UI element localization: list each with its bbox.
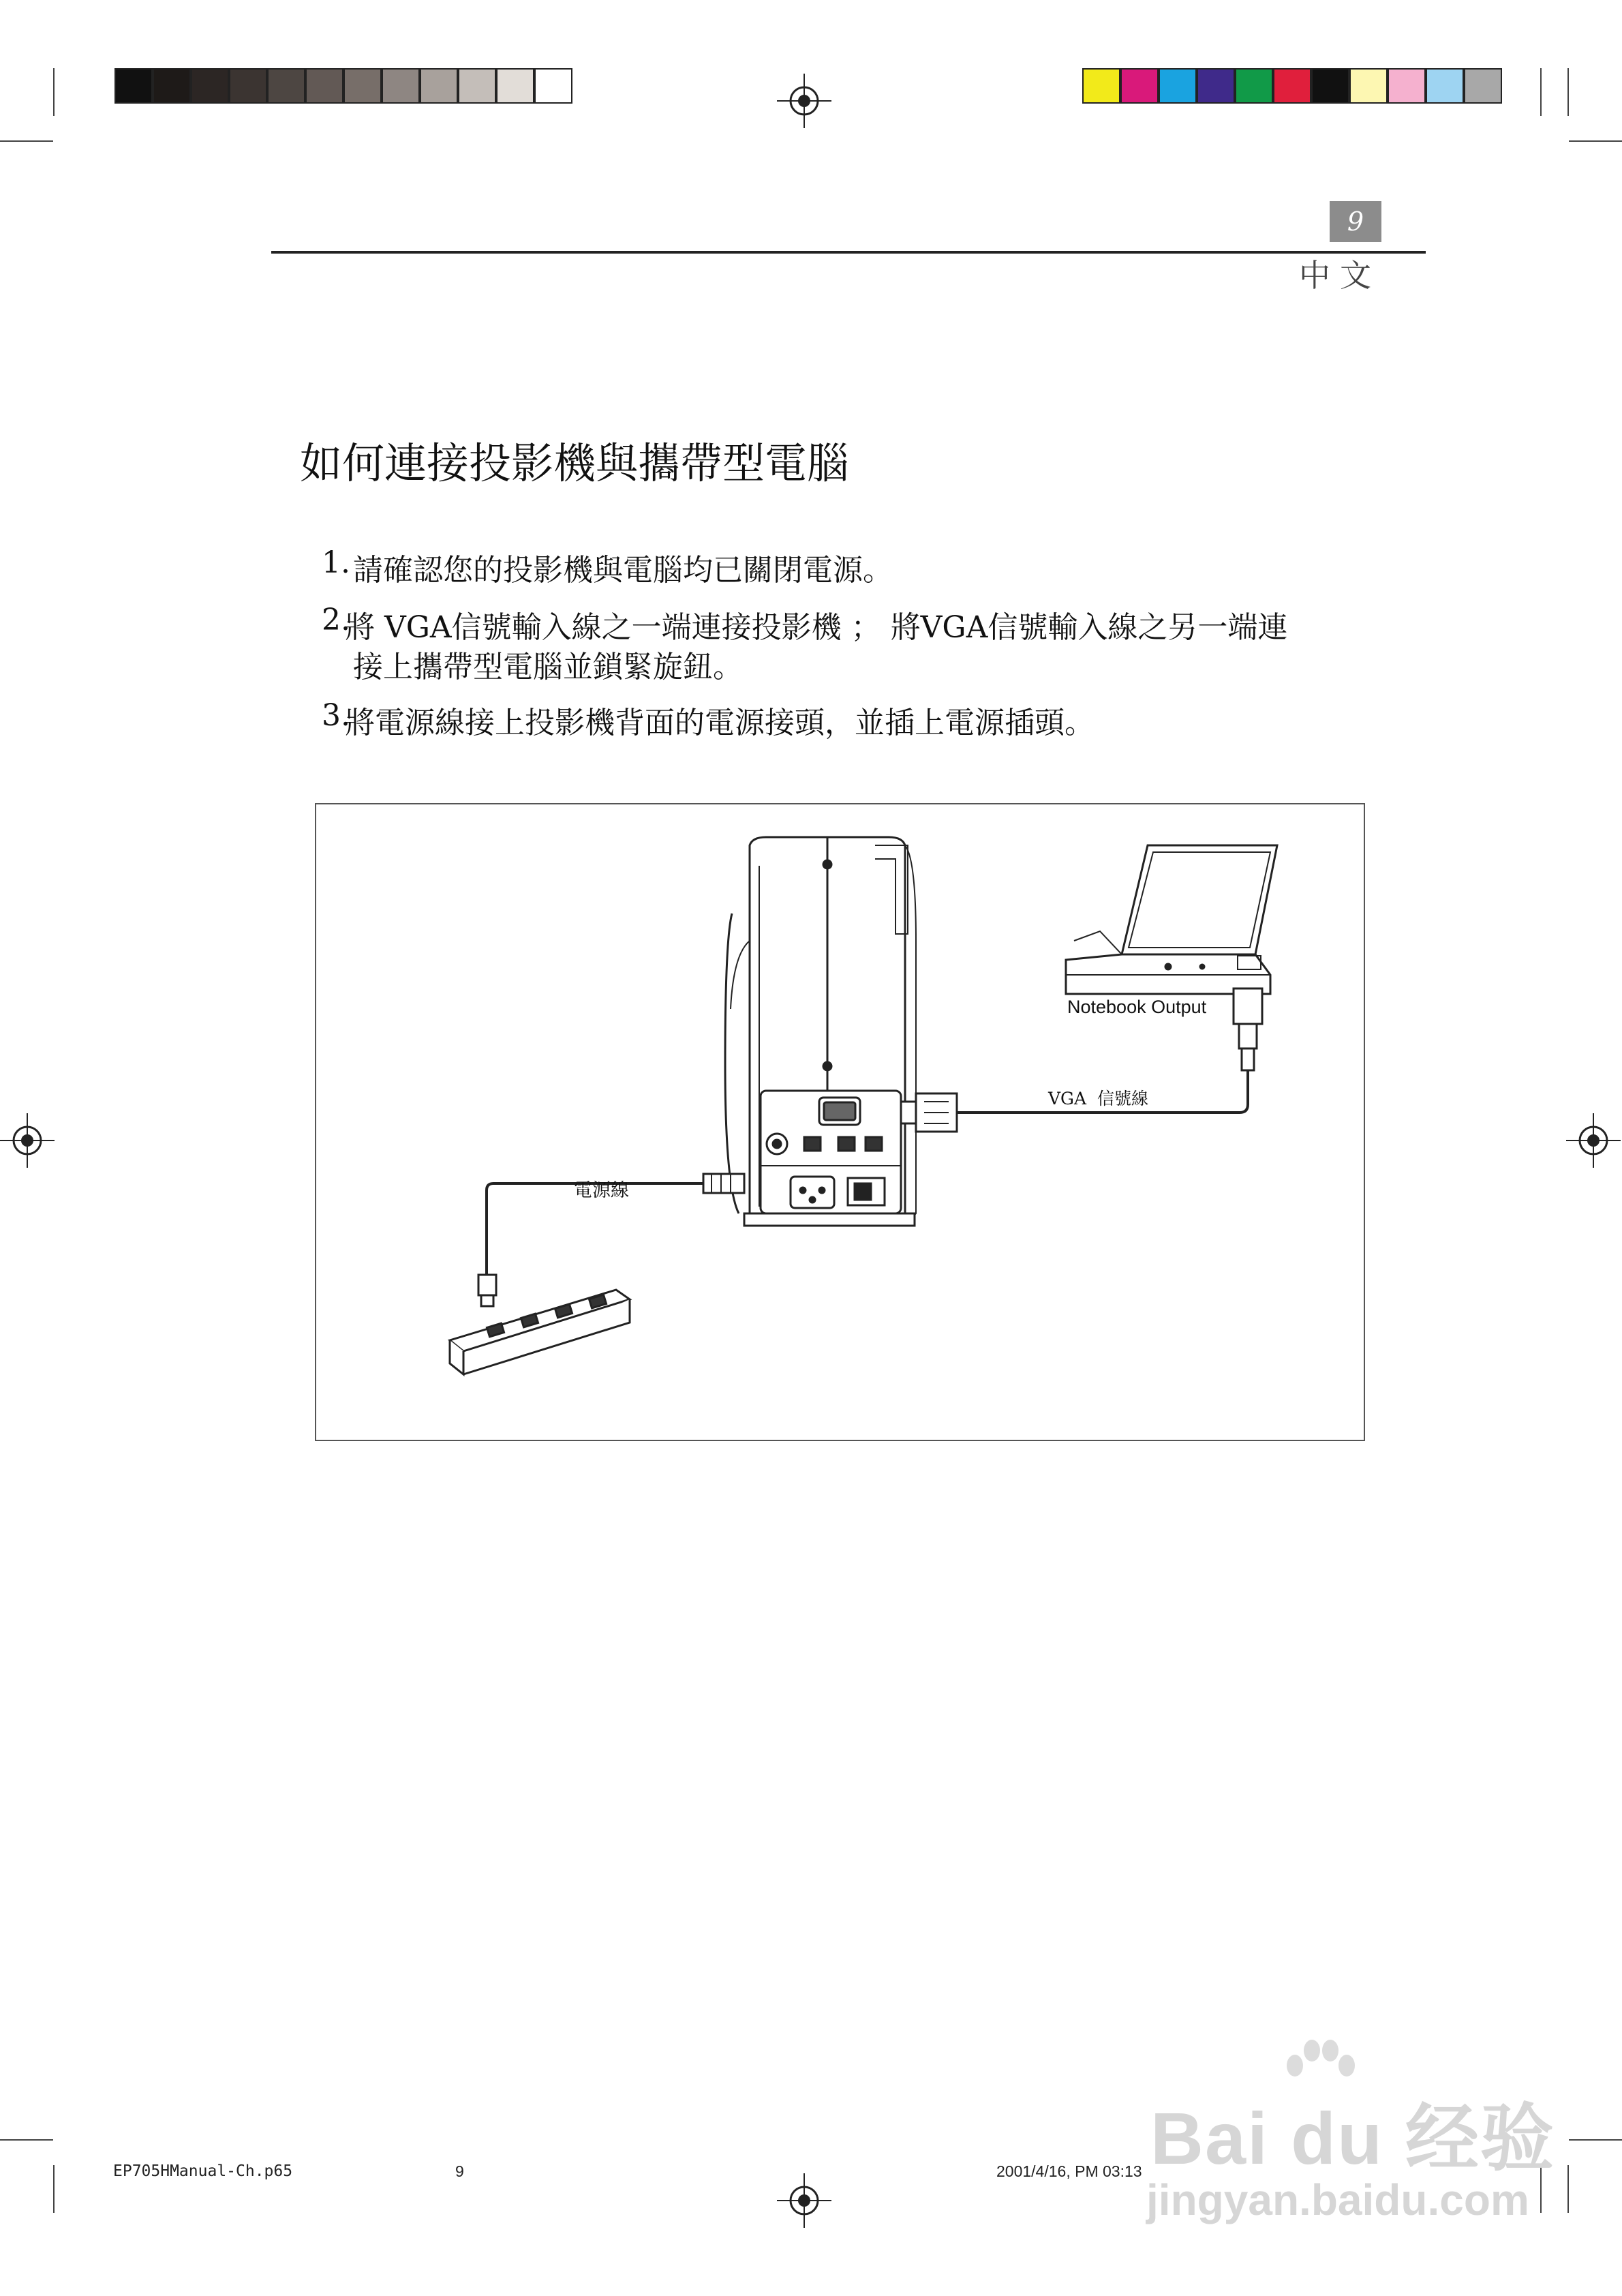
crop-mark <box>1567 2165 1569 2213</box>
grayscale-swatch <box>496 68 534 104</box>
grayscale-swatch <box>267 68 305 104</box>
color-swatch <box>1235 68 1273 104</box>
color-swatch <box>1159 68 1197 104</box>
footer-file-name: EP705HManual-Ch.p65 <box>113 2162 293 2180</box>
step-3-number: 3. <box>322 698 350 733</box>
step-3-text: 將電源線接上投影機背面的電源接頭，並插上電源插頭。 <box>345 706 1095 740</box>
grayscale-swatch <box>229 68 267 104</box>
power-strip-illustration <box>450 1290 630 1374</box>
color-swatch <box>1082 68 1120 104</box>
registration-mark-icon <box>1566 1113 1621 1168</box>
grayscale-swatch <box>382 68 420 104</box>
color-swatch <box>1349 68 1388 104</box>
page-number-badge: 9 <box>1330 201 1381 242</box>
grayscale-swatch <box>114 68 153 104</box>
connection-diagram <box>315 803 1365 1441</box>
color-swatch <box>1311 68 1349 104</box>
crop-mark <box>0 2139 53 2141</box>
color-swatch <box>1197 68 1235 104</box>
power-cable-label: 電源線 <box>574 1180 629 1200</box>
crop-mark <box>1540 68 1542 116</box>
crop-mark <box>1569 2139 1622 2141</box>
crop-mark <box>53 68 55 116</box>
baidu-watermark-url: jingyan.baidu.com <box>1146 2175 1529 2224</box>
header-rule <box>271 251 1426 254</box>
connection-diagram-drawing <box>316 804 1364 1440</box>
color-swatch <box>1464 68 1502 104</box>
baidu-watermark-logo: Bai du 经验 <box>1150 2097 1556 2179</box>
paw-icon <box>1281 2038 1356 2100</box>
crop-mark <box>1569 140 1622 142</box>
grayscale-swatch <box>305 68 343 104</box>
step-2-number: 2. <box>322 603 350 637</box>
vga-cable-label: VGA 信號線 <box>1048 1089 1148 1108</box>
footer-page-number: 9 <box>455 2162 464 2180</box>
footer-timestamp: 2001/4/16, PM 03:13 <box>996 2162 1142 2180</box>
grayscale-swatch <box>343 68 382 104</box>
color-swatch <box>1273 68 1311 104</box>
step-1-text: 請確認您的投影機與電腦均已關閉電源。 <box>353 553 893 588</box>
crop-mark <box>53 2165 55 2213</box>
grayscale-swatch <box>420 68 458 104</box>
color-swatch <box>1388 68 1426 104</box>
color-swatch <box>1426 68 1464 104</box>
grayscale-swatch <box>534 68 572 104</box>
registration-mark-icon <box>777 2173 831 2228</box>
grayscale-swatch <box>191 68 229 104</box>
page-title: 如何連接投影機與攜帶型電腦 <box>300 438 850 488</box>
crop-mark <box>0 140 53 142</box>
registration-mark-icon <box>0 1113 55 1168</box>
registration-mark-icon <box>777 74 831 128</box>
step-1-number: 1. <box>322 545 350 580</box>
step-2-text-line2: 接上攜帶型電腦並鎖緊旋鈕。 <box>353 650 743 684</box>
step-2-text-line1: 將 VGA信號輸入線之一端連接投影機 ； 將VGA信號輸入線之另一端連 <box>345 610 1288 645</box>
laptop-illustration <box>1066 845 1277 994</box>
grayscale-swatch <box>153 68 191 104</box>
color-swatch <box>1120 68 1159 104</box>
language-label: 中文 <box>1299 257 1381 294</box>
projector-illustration <box>725 837 916 1226</box>
grayscale-swatch <box>458 68 496 104</box>
crop-mark <box>1567 68 1569 116</box>
notebook-output-label: Notebook Output <box>1067 997 1207 1017</box>
